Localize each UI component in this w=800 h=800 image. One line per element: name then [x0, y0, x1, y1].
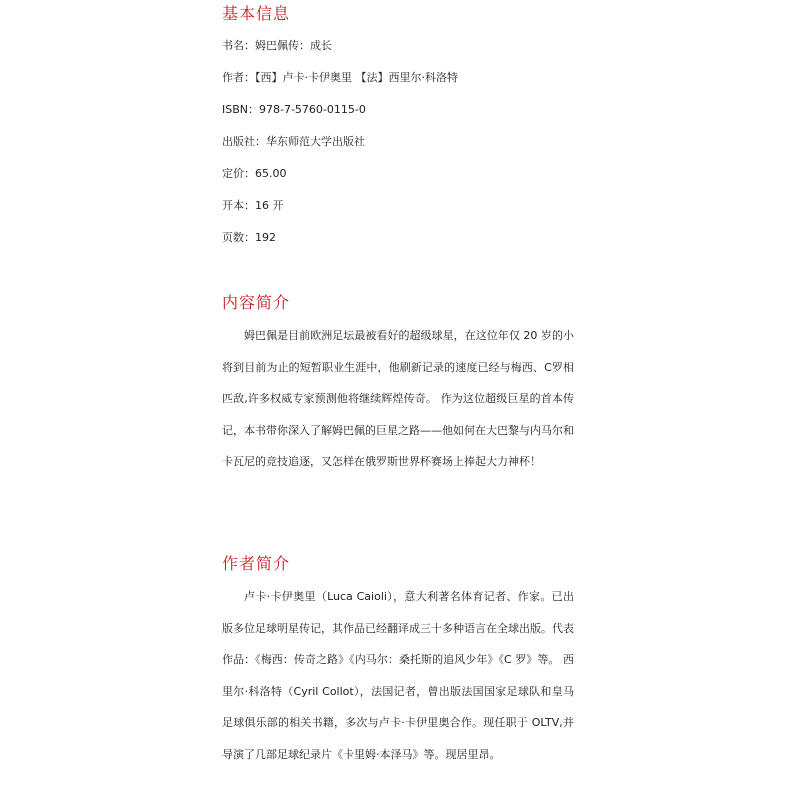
- info-row-isbn: ISBN：978-7-5760-0115-0: [222, 103, 366, 116]
- author-intro-paragraph: 卢卡·卡伊奥里（Luca Caioli），意大利著名体育记者、作家。已出版多位足球明星传记，其作品已经翻译成三十多种语言在全球出版。代表作品：《梅西：传奇之路》《内马尔：桑托斯的追风少年》《C 罗》等。 西里尔·科洛特（Cyril Collot），法国记者，曾出版法国国家足球队和皇马足球俱乐部的相关书籍，多次与卢卡·卡伊里奥合作。现任职于 OLTV,并导演了几部足球纪录片《卡里姆·本泽马》等。现居里昂。: [222, 590, 574, 761]
- basic-info-heading: 基本信息: [222, 4, 291, 23]
- content-intro-paragraph: 姆巴佩是目前欧洲足坛最被看好的超级球星，在这位年仅 20 岁的小将到目前为止的短暂职业生涯中，他刷新记录的速度已经与梅西、C罗相匹敌,许多权威专家预测他将继续辉煌传奇。 作为这位超级巨星的首本传记，本书带你深入了解姆巴佩的巨星之路——他如何在大巴黎与内马尔和卡瓦尼的竞技追逐，又怎样在俄罗斯世界杯赛场上捧起大力神杯！: [222, 329, 574, 468]
- info-row-price: 定价：65.00: [222, 167, 287, 180]
- content-intro-heading: 内容简介: [222, 293, 291, 312]
- info-row-book-name: 书名：姆巴佩传：成长: [222, 39, 332, 52]
- basic-info-list: [222, 39, 458, 263]
- info-row-publisher: 出版社：华东师范大学出版社: [222, 135, 365, 148]
- info-row-author: 作者：【西】卢卡·卡伊奥里 【法】西里尔·科洛特: [222, 71, 458, 84]
- info-row-pages: 页数：192: [222, 231, 276, 244]
- info-row-format: 开本：16 开: [222, 199, 284, 212]
- author-intro-heading: 作者简介: [222, 554, 291, 573]
